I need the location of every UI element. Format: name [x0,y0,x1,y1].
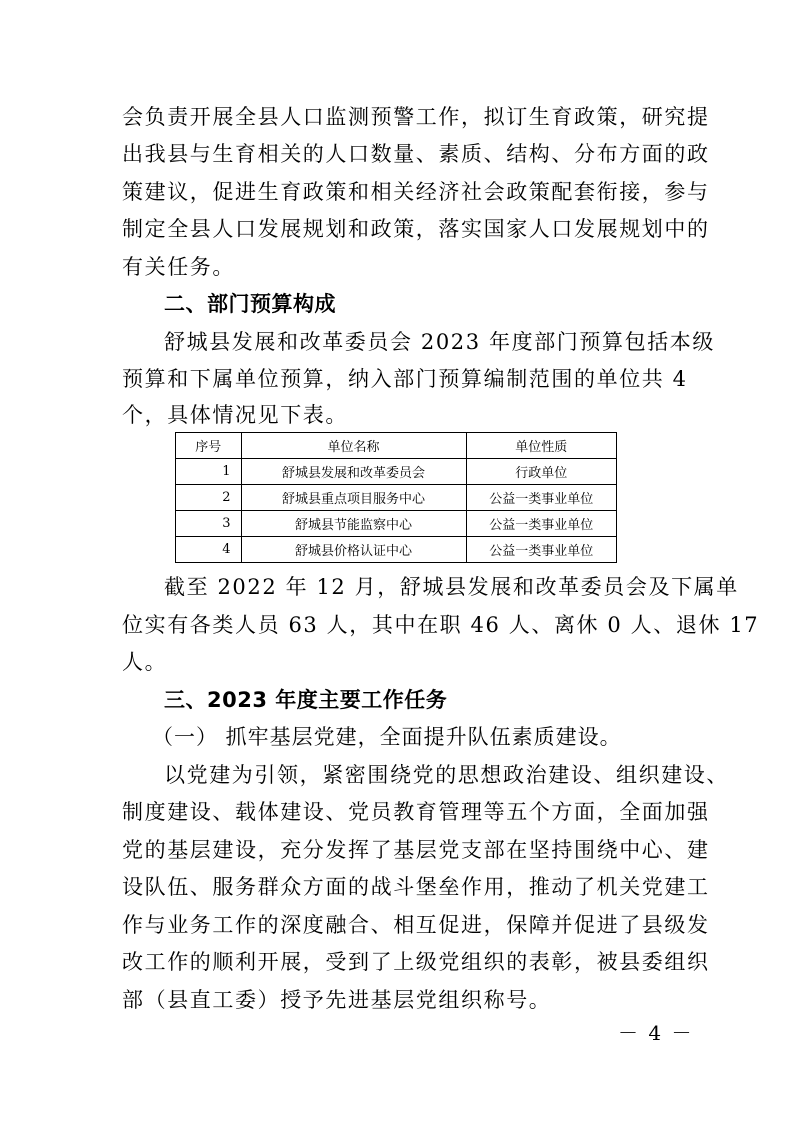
column-header: 序号 [176,433,242,459]
paragraph-2-line: 预算和下属单位预算，纳入部门预算编制范围的单位共 4 [122,367,688,391]
column-header: 单位性质 [466,433,616,459]
unit-table [175,432,617,563]
table-cell-type: 公益一类事业单位 [466,511,616,537]
paragraph-4-line: 部（县直工委）授予先进基层党组织称号。 [122,988,552,1012]
paragraph-4-line: 以党建为引领，紧密围绕党的思想政治建设、组织建设、 [164,763,729,787]
paragraph-1-line: 出我县与生育相关的人口数量、素质、结构、分布方面的政 [122,142,710,166]
paragraph-3-line: 位实有各类人员 63 人，其中在职 46 人、离休 0 人、退休 17 [122,613,760,637]
table-cell-name: 舒城县价格认证中心 [241,537,466,563]
table-cell-number: 2 [176,485,242,511]
paragraph-2-line: 个，具体情况见下表。 [122,403,348,427]
paragraph-4-line: 党的基层建设，充分发挥了基层党支部在坚持围绕中心、建 [122,838,710,862]
table-cell-type: 公益一类事业单位 [466,537,616,563]
table-cell-name: 舒城县节能监察中心 [241,511,466,537]
column-header: 单位名称 [241,433,466,459]
table-row [176,537,617,563]
table-cell-type: 行政单位 [466,459,616,485]
table-cell-number: 3 [176,511,242,537]
table-cell-name: 舒城县重点项目服务中心 [241,485,466,511]
paragraph-4-line: 改工作的顺利开展，受到了上级党组织的表彰，被县委组织 [122,950,710,974]
paragraph-1-line: 策建议，促进生育政策和相关经济社会政策配套衔接，参与 [122,180,710,204]
paragraph-3-line: 截至 2022 年 12 月，舒城县发展和改革委员会及下属单 [164,575,739,599]
paragraph-1-line: 制定全县人口发展规划和政策，落实国家人口发展规划中的 [122,217,710,241]
paragraph-3-line: 人。 [122,650,168,674]
table-row [176,459,617,485]
paragraph-4-line: 制度建设、载体建设、党员教育管理等五个方面，全面加强 [122,800,710,824]
table-cell-number: 1 [176,459,242,485]
paragraph-4-line: 设队伍、服务群众方面的战斗堡垒作用，推动了机关党建工 [122,875,710,899]
paragraph-2-line: 舒城县发展和改革委员会 2023 年度部门预算包括本级 [164,330,715,354]
table-cell-name: 舒城县发展和改革委员会 [241,459,466,485]
section-heading: 三、2023 年度主要工作任务 [164,688,448,712]
paragraph-4-line: 作与业务工作的深度融合、相互促进，保障并促进了县级发 [122,913,710,937]
section-heading: 二、部门预算构成 [164,292,336,316]
table-cell-type: 公益一类事业单位 [466,485,616,511]
table-row [176,511,617,537]
table-row [176,485,617,511]
page-number: － 4 － [618,1021,694,1045]
table-header-row [176,433,617,459]
table-cell-number: 4 [176,537,242,563]
paragraph-1-line: 有关任务。 [122,255,235,279]
subsection-heading: （一） 抓牢基层党建，全面提升队伍素质建设。 [152,725,622,749]
paragraph-1-line: 会负责开展全县人口监测预警工作，拟订生育政策，研究提 [122,105,710,129]
